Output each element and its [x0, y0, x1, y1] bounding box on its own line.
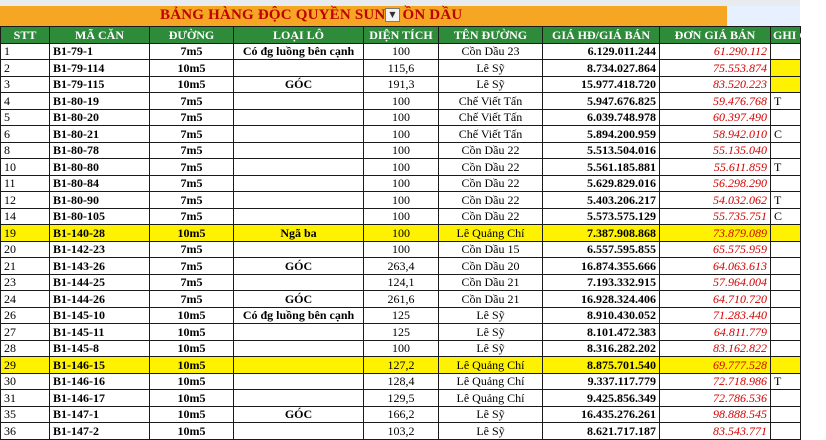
cell-loai-lo[interactable]: [234, 340, 364, 357]
cell-stt[interactable]: 4: [1, 93, 50, 110]
cell-ma-can[interactable]: B1-142-23: [50, 241, 150, 258]
cell-ten-duong[interactable]: Lê Quảng Chí: [439, 373, 543, 390]
cell-ma-can[interactable]: B1-80-80: [50, 159, 150, 176]
cell-stt[interactable]: 21: [1, 258, 50, 275]
cell-ma-can[interactable]: B1-80-78: [50, 142, 150, 159]
cell-duong[interactable]: 10m5: [150, 423, 234, 440]
table-row: [1, 126, 801, 143]
cell-ma-can[interactable]: B1-146-16: [50, 373, 150, 390]
cell-don-gia[interactable]: 58.942.010: [660, 126, 771, 143]
cell-duong[interactable]: 7m5: [150, 126, 234, 143]
cell-ten-duong[interactable]: Cồn Dầu 22: [439, 175, 543, 192]
cell-don-gia[interactable]: 59.476.768: [660, 93, 771, 110]
cell-stt[interactable]: 8: [1, 142, 50, 159]
cell-don-gia[interactable]: 73.879.089: [660, 225, 771, 242]
header-duong[interactable]: ĐƯỜNG: [150, 27, 234, 44]
cell-ma-can[interactable]: B1-143-26: [50, 258, 150, 275]
cell-ghi-chu[interactable]: [771, 60, 801, 77]
cell-duong[interactable]: 7m5: [150, 258, 234, 275]
cell-don-gia[interactable]: 57.964.004: [660, 274, 771, 291]
cell-loai-lo[interactable]: [234, 126, 364, 143]
cell-stt[interactable]: 36: [1, 423, 50, 440]
cell-loai-lo[interactable]: Có đg luồng bên cạnh: [234, 307, 364, 324]
cell-duong[interactable]: 10m5: [150, 324, 234, 341]
cell-ma-can[interactable]: B1-147-2: [50, 423, 150, 440]
cell-dien-tich[interactable]: 129,5: [364, 390, 439, 407]
cell-dien-tich[interactable]: 100: [364, 109, 439, 126]
sheet-title: [160, 7, 462, 24]
cell-don-gia[interactable]: 61.290.112: [660, 43, 771, 60]
cell-duong[interactable]: 10m5: [150, 225, 234, 242]
cell-dien-tich[interactable]: 125: [364, 324, 439, 341]
cell-ma-can[interactable]: B1-146-15: [50, 357, 150, 374]
cell-dien-tich[interactable]: 100: [364, 225, 439, 242]
cell-don-gia[interactable]: 55.735.751: [660, 208, 771, 225]
cell-ma-can[interactable]: B1-79-115: [50, 76, 150, 93]
table-row: [1, 208, 801, 225]
cell-gia-ban[interactable]: 5.573.575.129: [543, 208, 660, 225]
cell-dien-tich[interactable]: 128,4: [364, 373, 439, 390]
cell-ten-duong[interactable]: Lê Quảng Chí: [439, 225, 543, 242]
cell-ma-can[interactable]: B1-145-11: [50, 324, 150, 341]
header-loai-lo[interactable]: LOẠI LÔ: [234, 27, 364, 44]
cell-ma-can[interactable]: B1-80-84: [50, 175, 150, 192]
cell-ten-duong[interactable]: Chế Viết Tấn: [439, 109, 543, 126]
cell-loai-lo[interactable]: [234, 274, 364, 291]
cell-duong[interactable]: 7m5: [150, 208, 234, 225]
cell-gia-ban[interactable]: 8.734.027.864: [543, 60, 660, 77]
cell-gia-ban[interactable]: 16.874.355.666: [543, 258, 660, 275]
cell-loai-lo[interactable]: GÓC: [234, 406, 364, 423]
cell-ten-duong[interactable]: Lê Sỹ: [439, 406, 543, 423]
cell-gia-ban[interactable]: 8.875.701.540: [543, 357, 660, 374]
cell-ma-can[interactable]: B1-145-10: [50, 307, 150, 324]
cell-stt[interactable]: 20: [1, 241, 50, 258]
cell-gia-ban[interactable]: 5.513.504.016: [543, 142, 660, 159]
cell-stt[interactable]: 24: [1, 291, 50, 308]
cell-ten-duong[interactable]: Chế Viết Tấn: [439, 93, 543, 110]
sheet-title-right: ỒN DẦU: [402, 7, 463, 23]
cell-gia-ban[interactable]: 8.101.472.383: [543, 324, 660, 341]
header-stt[interactable]: STT: [1, 27, 50, 44]
cell-gia-ban[interactable]: 7.387.908.868: [543, 225, 660, 242]
table-row: [1, 291, 801, 308]
cell-don-gia[interactable]: 64.063.613: [660, 258, 771, 275]
cell-stt[interactable]: 26: [1, 307, 50, 324]
cell-ghi-chu[interactable]: [771, 390, 801, 407]
cell-ten-duong[interactable]: Lê Sỹ: [439, 76, 543, 93]
cell-ten-duong[interactable]: Cồn Dầu 15: [439, 241, 543, 258]
cell-gia-ban[interactable]: 6.129.011.244: [543, 43, 660, 60]
cell-don-gia[interactable]: 98.888.545: [660, 406, 771, 423]
cell-stt[interactable]: 11: [1, 175, 50, 192]
cell-duong[interactable]: 7m5: [150, 241, 234, 258]
cell-don-gia[interactable]: 64.710.720: [660, 291, 771, 308]
cell-dien-tich[interactable]: 100: [364, 126, 439, 143]
table-row: [1, 109, 801, 126]
table-row: [1, 307, 801, 324]
header-ten-duong[interactable]: TÊN ĐƯỜNG: [439, 27, 543, 44]
table-row: [1, 43, 801, 60]
header-dien-tich[interactable]: DIỆN TÍCH: [364, 27, 439, 44]
cell-don-gia[interactable]: 54.032.062: [660, 192, 771, 209]
cell-ma-can[interactable]: B1-79-1: [50, 43, 150, 60]
cell-ten-duong[interactable]: Lê Sỹ: [439, 307, 543, 324]
cell-gia-ban[interactable]: 7.193.332.915: [543, 274, 660, 291]
cell-ghi-chu[interactable]: T: [771, 192, 801, 209]
cell-ghi-chu[interactable]: [771, 324, 801, 341]
cell-stt[interactable]: 2: [1, 60, 50, 77]
table-row: [1, 406, 801, 423]
cell-ghi-chu[interactable]: C: [771, 126, 801, 143]
cell-stt[interactable]: 14: [1, 208, 50, 225]
cell-ghi-chu[interactable]: [771, 76, 801, 93]
cell-gia-ban[interactable]: 5.629.829.016: [543, 175, 660, 192]
table-row: [1, 142, 801, 159]
cell-loai-lo[interactable]: [234, 93, 364, 110]
table-row: [1, 340, 801, 357]
dropdown-arrow-icon[interactable]: ▼: [385, 8, 400, 22]
cell-gia-ban[interactable]: 5.894.200.959: [543, 126, 660, 143]
cell-duong[interactable]: 10m5: [150, 307, 234, 324]
cell-gia-ban[interactable]: 8.910.430.052: [543, 307, 660, 324]
table-row: [1, 93, 801, 110]
cell-ghi-chu[interactable]: [771, 307, 801, 324]
cell-ghi-chu[interactable]: [771, 423, 801, 440]
cell-loai-lo[interactable]: GÓC: [234, 76, 364, 93]
cell-dien-tich[interactable]: 103,2: [364, 423, 439, 440]
cell-ghi-chu[interactable]: [771, 175, 801, 192]
cell-gia-ban[interactable]: 5.561.185.881: [543, 159, 660, 176]
cell-dien-tich[interactable]: 115,6: [364, 60, 439, 77]
cell-ma-can[interactable]: B1-140-28: [50, 225, 150, 242]
cell-ghi-chu[interactable]: [771, 43, 801, 60]
cell-dien-tich[interactable]: 261,6: [364, 291, 439, 308]
cell-don-gia[interactable]: 72.718.986: [660, 373, 771, 390]
cell-stt[interactable]: 28: [1, 340, 50, 357]
table-row: [1, 225, 801, 242]
cell-ghi-chu[interactable]: [771, 357, 801, 374]
cell-stt[interactable]: 5: [1, 109, 50, 126]
cell-stt[interactable]: 12: [1, 192, 50, 209]
cell-gia-ban[interactable]: 5.403.206.217: [543, 192, 660, 209]
cell-ghi-chu[interactable]: T: [771, 93, 801, 110]
table-row: [1, 76, 801, 93]
cell-don-gia[interactable]: 55.611.859: [660, 159, 771, 176]
cell-ten-duong[interactable]: Lê Sỹ: [439, 423, 543, 440]
cell-dien-tich[interactable]: 127,2: [364, 357, 439, 374]
cell-ma-can[interactable]: B1-144-26: [50, 291, 150, 308]
cell-ghi-chu[interactable]: [771, 142, 801, 159]
cell-ghi-chu[interactable]: T: [771, 373, 801, 390]
cell-loai-lo[interactable]: GÓC: [234, 258, 364, 275]
cell-don-gia[interactable]: 83.520.223: [660, 76, 771, 93]
cell-gia-ban[interactable]: 16.928.324.406: [543, 291, 660, 308]
cell-dien-tich[interactable]: 100: [364, 142, 439, 159]
cell-stt[interactable]: 31: [1, 390, 50, 407]
cell-gia-ban[interactable]: 16.435.276.261: [543, 406, 660, 423]
cell-ten-duong[interactable]: Lê Quảng Chí: [439, 357, 543, 374]
cell-ten-duong[interactable]: Cồn Dầu 22: [439, 208, 543, 225]
cell-duong[interactable]: 10m5: [150, 76, 234, 93]
cell-dien-tich[interactable]: 125: [364, 307, 439, 324]
cell-stt[interactable]: 3: [1, 76, 50, 93]
cell-ma-can[interactable]: B1-144-25: [50, 274, 150, 291]
cell-gia-ban[interactable]: 6.039.748.978: [543, 109, 660, 126]
cell-duong[interactable]: 10m5: [150, 357, 234, 374]
table-header-row: [1, 27, 801, 44]
table-row: [1, 258, 801, 275]
cell-ghi-chu[interactable]: [771, 109, 801, 126]
table-row: [1, 192, 801, 209]
cell-ten-duong[interactable]: Lê Quảng Chí: [439, 390, 543, 407]
cell-gia-ban[interactable]: 9.425.856.349: [543, 390, 660, 407]
header-gia-hd[interactable]: GIÁ HĐ/GIÁ BÁN: [543, 27, 660, 44]
table-row: [1, 357, 801, 374]
cell-dien-tich[interactable]: 124,1: [364, 274, 439, 291]
cell-gia-ban[interactable]: 9.337.117.779: [543, 373, 660, 390]
cell-duong[interactable]: 7m5: [150, 291, 234, 308]
cell-ghi-chu[interactable]: [771, 291, 801, 308]
cell-dien-tich[interactable]: 100: [364, 93, 439, 110]
cell-stt[interactable]: 1: [1, 43, 50, 60]
cell-loai-lo[interactable]: [234, 373, 364, 390]
cell-duong[interactable]: 10m5: [150, 390, 234, 407]
cell-loai-lo[interactable]: Ngã ba: [234, 225, 364, 242]
table-row: [1, 423, 801, 440]
cell-dien-tich[interactable]: 100: [364, 175, 439, 192]
cell-ten-duong[interactable]: Lê Sỹ: [439, 60, 543, 77]
cell-don-gia[interactable]: 83.543.771: [660, 423, 771, 440]
cell-loai-lo[interactable]: [234, 192, 364, 209]
cell-loai-lo[interactable]: [234, 159, 364, 176]
cell-ghi-chu[interactable]: [771, 274, 801, 291]
cell-dien-tich[interactable]: 100: [364, 159, 439, 176]
cell-loai-lo[interactable]: [234, 357, 364, 374]
cell-stt[interactable]: 23: [1, 274, 50, 291]
cell-ten-duong[interactable]: Lê Sỹ: [439, 340, 543, 357]
cell-dien-tich[interactable]: 100: [364, 208, 439, 225]
table-row: [1, 159, 801, 176]
cell-don-gia[interactable]: 75.553.874: [660, 60, 771, 77]
cell-gia-ban[interactable]: 8.316.282.202: [543, 340, 660, 357]
cell-ma-can[interactable]: B1-147-1: [50, 406, 150, 423]
sheet-title-left: BẢNG HÀNG ĐỘC QUYỀN SUN: [160, 7, 386, 23]
cell-stt[interactable]: 27: [1, 324, 50, 341]
cell-loai-lo[interactable]: [234, 175, 364, 192]
table-row: [1, 175, 801, 192]
cell-gia-ban[interactable]: 15.977.418.720: [543, 76, 660, 93]
cell-loai-lo[interactable]: [234, 423, 364, 440]
title-row: [0, 6, 800, 26]
cell-don-gia[interactable]: 72.786.536: [660, 390, 771, 407]
cell-ma-can[interactable]: B1-80-105: [50, 208, 150, 225]
table-row: [1, 241, 801, 258]
cell-duong[interactable]: 10m5: [150, 60, 234, 77]
table-row: [1, 324, 801, 341]
cell-stt[interactable]: 19: [1, 225, 50, 242]
cell-don-gia[interactable]: 83.162.822: [660, 340, 771, 357]
cell-ma-can[interactable]: B1-80-19: [50, 93, 150, 110]
cell-duong[interactable]: 7m5: [150, 192, 234, 209]
header-ma-can[interactable]: MÃ CĂN: [50, 27, 150, 44]
cell-gia-ban[interactable]: 5.947.676.825: [543, 93, 660, 110]
header-ghi-chu[interactable]: GHI CHÚ: [771, 27, 801, 44]
cell-duong[interactable]: 10m5: [150, 406, 234, 423]
cell-loai-lo[interactable]: [234, 324, 364, 341]
cell-ma-can[interactable]: B1-79-114: [50, 60, 150, 77]
cell-dien-tich[interactable]: 100: [364, 340, 439, 357]
table-row: [1, 390, 801, 407]
cell-ten-duong[interactable]: Cồn Dầu 21: [439, 291, 543, 308]
table-row: [1, 373, 801, 390]
cell-loai-lo[interactable]: Có đg luồng bên cạnh: [234, 43, 364, 60]
cell-dien-tich[interactable]: 263,4: [364, 258, 439, 275]
cell-ma-can[interactable]: B1-80-20: [50, 109, 150, 126]
cell-duong[interactable]: 7m5: [150, 93, 234, 110]
cell-duong[interactable]: 7m5: [150, 159, 234, 176]
cell-stt[interactable]: 6: [1, 126, 50, 143]
cell-loai-lo[interactable]: [234, 208, 364, 225]
cell-ten-duong[interactable]: Lê Sỹ: [439, 324, 543, 341]
cell-dien-tich[interactable]: 100: [364, 43, 439, 60]
cell-ghi-chu[interactable]: [771, 340, 801, 357]
cell-ghi-chu[interactable]: T: [771, 159, 801, 176]
cell-duong[interactable]: 7m5: [150, 43, 234, 60]
cell-duong[interactable]: 7m5: [150, 109, 234, 126]
cell-ma-can[interactable]: B1-80-21: [50, 126, 150, 143]
cell-loai-lo[interactable]: [234, 241, 364, 258]
price-table: [0, 26, 826, 440]
cell-ten-duong[interactable]: Cồn Dầu 23: [439, 43, 543, 60]
cell-loai-lo[interactable]: [234, 142, 364, 159]
cell-don-gia[interactable]: 55.135.040: [660, 142, 771, 159]
cell-dien-tich[interactable]: 191,3: [364, 76, 439, 93]
cell-ghi-chu[interactable]: [771, 241, 801, 258]
cell-don-gia[interactable]: 69.777.528: [660, 357, 771, 374]
cell-ten-duong[interactable]: Chế Viết Tấn: [439, 126, 543, 143]
cell-gia-ban[interactable]: 6.557.595.855: [543, 241, 660, 258]
cell-don-gia[interactable]: 56.298.290: [660, 175, 771, 192]
cell-don-gia[interactable]: 71.283.440: [660, 307, 771, 324]
cell-stt[interactable]: 30: [1, 373, 50, 390]
cell-loai-lo[interactable]: [234, 390, 364, 407]
cell-ghi-chu[interactable]: [771, 258, 801, 275]
cell-loai-lo[interactable]: [234, 60, 364, 77]
cell-dien-tich[interactable]: 100: [364, 192, 439, 209]
cell-ten-duong[interactable]: Cồn Dầu 22: [439, 159, 543, 176]
table-row: [1, 60, 801, 77]
cell-loai-lo[interactable]: [234, 109, 364, 126]
cell-gia-ban[interactable]: 8.621.717.187: [543, 423, 660, 440]
cell-ma-can[interactable]: B1-146-17: [50, 390, 150, 407]
cell-ten-duong[interactable]: Cồn Dầu 22: [439, 142, 543, 159]
cell-ma-can[interactable]: B1-80-90: [50, 192, 150, 209]
cell-loai-lo[interactable]: GÓC: [234, 291, 364, 308]
cell-ten-duong[interactable]: Cồn Dầu 22: [439, 192, 543, 209]
cell-don-gia[interactable]: 64.811.779: [660, 324, 771, 341]
cell-stt[interactable]: 35: [1, 406, 50, 423]
cell-ghi-chu[interactable]: [771, 225, 801, 242]
cell-don-gia[interactable]: 60.397.490: [660, 109, 771, 126]
cell-stt[interactable]: 10: [1, 159, 50, 176]
cell-stt[interactable]: 29: [1, 357, 50, 374]
cell-duong[interactable]: 10m5: [150, 373, 234, 390]
cell-dien-tich[interactable]: 100: [364, 241, 439, 258]
cell-duong[interactable]: 7m5: [150, 142, 234, 159]
cell-ten-duong[interactable]: Cồn Dầu 21: [439, 274, 543, 291]
cell-ghi-chu[interactable]: C: [771, 208, 801, 225]
cell-ghi-chu[interactable]: [771, 406, 801, 423]
table-row: [1, 274, 801, 291]
cell-dien-tich[interactable]: 166,2: [364, 406, 439, 423]
header-don-gia[interactable]: ĐƠN GIÁ BÁN: [660, 27, 771, 44]
cell-duong[interactable]: 7m5: [150, 175, 234, 192]
cell-ten-duong[interactable]: Cồn Dầu 20: [439, 258, 543, 275]
title-empty-cell[interactable]: [727, 6, 800, 26]
cell-ma-can[interactable]: B1-145-8: [50, 340, 150, 357]
cell-don-gia[interactable]: 65.575.959: [660, 241, 771, 258]
cell-duong[interactable]: 10m5: [150, 340, 234, 357]
cell-duong[interactable]: 7m5: [150, 274, 234, 291]
